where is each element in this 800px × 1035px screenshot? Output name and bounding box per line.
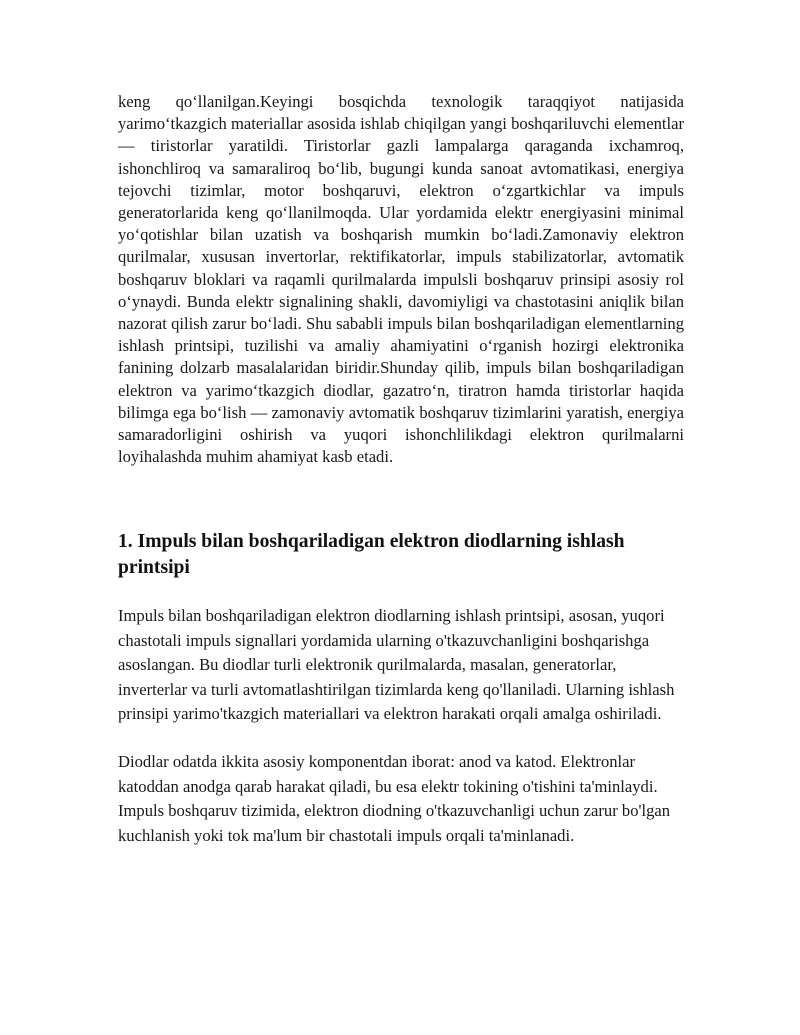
section-paragraph-1: Impuls bilan boshqariladigan elektron diodlarning ishlash printsipi, asosan, yuqori chastotali impuls signallari yordamida ularning o'tkazuvchanligini boshqarishga asoslangan. Bu diodlar turli elektronik qurilmalarda, masalan, generatorlar, inverterlar va turli avtomatlashtirilgan tizimlarda keng qo'llaniladi. Ularning ishlash prinsipi yarimo'tkazgich materiallari va elektron harakati orqali amalga oshiriladi. bbox=[118, 606, 675, 724]
section-heading: 1. Impuls bilan boshqariladigan elektron diodlarning ishlash printsipi bbox=[118, 531, 625, 579]
intro-paragraph: keng qo‘llanilgan.Keyingi bosqichda texnologik taraqqiyot natijasida yarimo‘tkazgich materiallar asosida ishlab chiqilgan yangi boshqariluvchi elementlar — tiristorlar yaratildi. Tiristorlar gazli lampalarga qaraganda ixchamroq, ishonchliroq va samaraliroq bo‘lib, bugungi kunda sanoat avtomatikasi, energiya tejovchi tizimlar, motor boshqaruvi, elektron o‘zgartkichlar va impuls generatorlarida keng qo‘llanilmoqda. Ular yordamida elektr energiyasini minimal yo‘qotishlar bilan uzatish va boshqarish mumkin bo‘ladi.Zamonaviy elektron qurilmalar, xususan invertorlar, rektifikatorlar, impuls stabilizatorlar, avtomatik boshqaruv bloklari va raqamli qurilmalarda impulsli boshqaruv prinsipi asosiy rol o‘ynaydi. Bunda elektr signalining shakli, davomiyligi va chastotasini aniqlik bilan nazorat qilish zarur bo‘ladi. Shu sababli impuls bilan boshqariladigan elementlarning ishlash printsipi, tuzilishi va amaliy ahamiyatini o‘rganish hozirgi elektronika fanining dolzarb masalalaridan biridir.Shunday qilib, impuls bilan boshqariladigan elektron va yarimo‘tkazgich diodlar, gazatro‘n, tiratron hamda tiristorlar haqida bilimga ega bo‘lish — zamonaviy avtomatik boshqaruv tizimlarini yaratish, energiya samaradorligini oshirish va yuqori ishonchlilikdagi elektron qurilmalarni loyihalashda muhim ahamiyat kasb etadi. bbox=[118, 92, 684, 467]
document-page bbox=[118, 91, 684, 848]
section-paragraph-2: Diodlar odatda ikkita asosiy komponentdan iborat: anod va katod. Elektronlar katoddan anodga qarab harakat qiladi, bu esa elektr tokining o'tishini ta'minlaydi. Impuls boshqaruv tizimida, elektron diodning o'tkazuvchanligi uchun zarur bo'lgan kuchlanish yoki tok ma'lum bir chastotali impuls orqali ta'minlanadi. bbox=[118, 752, 671, 845]
